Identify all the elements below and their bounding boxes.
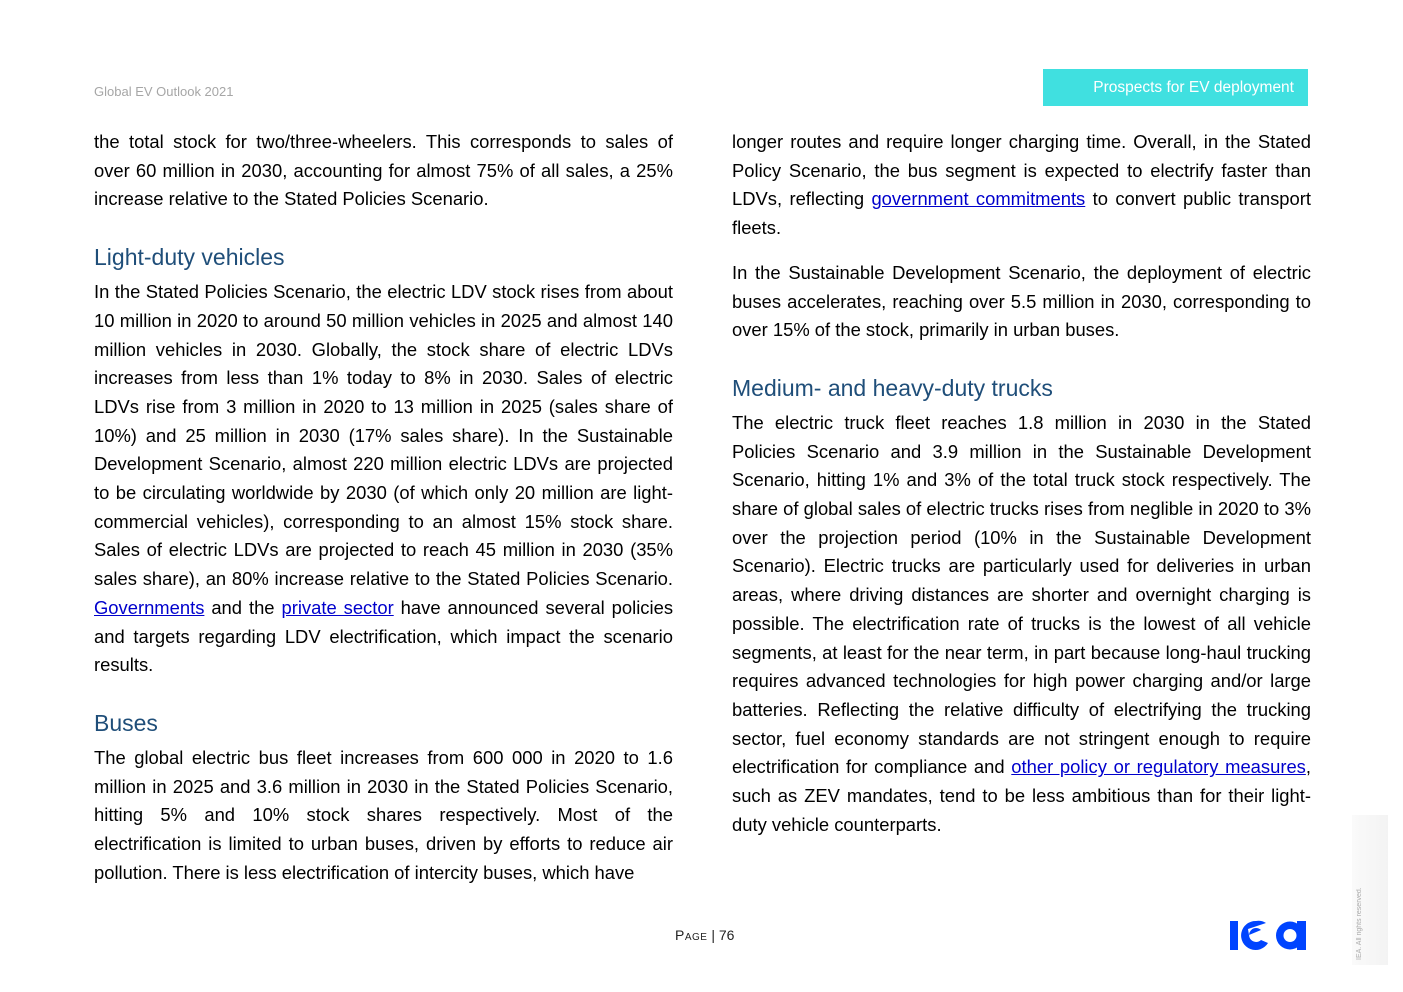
chapter-tab — [1043, 69, 1308, 106]
intro-paragraph: the total stock for two/three-wheelers. This corresponds to sales of over 60 million in 2030, accounting for almost 75% of all sales, a 25% increase relative to the Stated Policies Scenario. — [94, 131, 673, 210]
left-column — [94, 128, 673, 903]
ldv-text-after: have announced several policies and targets regarding LDV electrification, which impact the scenario results. — [94, 596, 674, 676]
buses-continued-paragraph — [732, 128, 1311, 243]
ldv-text: In the Stated Policies Scenario, the electric LDV stock rises from about 10 million in 2020 to around 50 million vehicles in 2025 and almost 140 million vehicles in 2030. Globally, the stock share of electric LDVs increases from less than 1% today to 8% in 2030. Sales of electric LDVs rise from 3 million in 2020 to 13 million in 2025 (sales share of 10%) and 25 million in 2030 (17% sales share). In the Sustainable Development Scenario, almost 220 million electric LDVs are projected to be circulating worldwide by 2030 (of which only 20 million are light-commercial vehicles), corresponding to an almost 15% stock share. Sales of electric LDVs are projected to reach 45 million in 2030 (35% sales share), an 80% increase relative to the Stated Policies Scenario. — [94, 281, 673, 590]
trucks-text-after: , such as ZEV mandates, tend to be less ambitious than for their light-duty vehicle counterparts. — [732, 756, 1311, 835]
iea-logo-icon — [1230, 917, 1308, 956]
government-commitments-link[interactable]: government commitments — [871, 188, 1086, 210]
trucks-text: The electric truck fleet reaches 1.8 million in 2030 in the Stated Policies Scenario and 3.9 million in the Sustainable Development Scenario, hitting 1% and 3% of the total truck stock respectively. The share of global sales of electric trucks rises from neglible in 2020 to 3% over the projection period (10% in the Sustainable Development Scenario). Electric trucks are particularly used for deliveries in urban areas, where driving distances are shorter and overnight charging is possible. The electrification rate of trucks is the lowest of all vehicle segments, at least for the near term, in part because long-haul trucking requires advanced technologies for high power charging and/or large batteries. Reflecting the relative difficulty of electrifying the trucking sector, fuel economy standards are not stringent enough to require electrification for compliance and — [732, 411, 1311, 778]
page-label: Page — [675, 927, 708, 943]
bus-cont-text: longer routes and require longer charging time. Overall, in the Stated Policy Scenario, the bus segment is expected to electrify faster than LDVs, reflecting — [732, 131, 1311, 210]
policy-measures-link[interactable]: other policy or regulatory measures — [1011, 756, 1306, 778]
buses-paragraph: The global electric bus fleet increases from 600 000 in 2020 to 1.6 million in 2025 and 3.6 million in 2030 in the Stated Policies Scenario, hitting 5% and 10% stock shares respectively. Most of the electrification is limited to urban buses, driven by efforts to reduce air pollution. There is less electrification of intercity buses, which have — [94, 746, 673, 883]
chapter-title: Prospects for EV deployment — [1093, 78, 1294, 96]
right-column — [732, 128, 1311, 855]
governments-link[interactable]: Governments — [94, 596, 205, 618]
document-title: Global EV Outlook 2021 — [94, 84, 234, 99]
page-number — [675, 927, 734, 943]
page-separator: | — [707, 927, 719, 943]
sds-buses-paragraph: In the Sustainable Development Scenario, the deployment of electric buses accelerates, reaching over 5.5 million in 2030, corresponding to over 15% of the stock, primarily in urban buses. — [732, 261, 1311, 341]
heading-buses: Buses — [94, 709, 158, 736]
page-number-value: 76 — [718, 927, 735, 943]
heading-light-duty-vehicles: Light-duty vehicles — [94, 244, 285, 271]
ldv-text-between: and the — [204, 596, 282, 618]
copyright-notice: IEA. All rights reserved. — [1356, 887, 1363, 960]
bus-cont-text-after: to convert public transport fleets. — [732, 188, 1311, 239]
trucks-paragraph — [732, 409, 1311, 840]
heading-trucks: Medium- and heavy-duty trucks — [732, 374, 1053, 401]
ldv-paragraph — [94, 278, 673, 680]
private-sector-link[interactable]: private sector — [281, 596, 394, 618]
